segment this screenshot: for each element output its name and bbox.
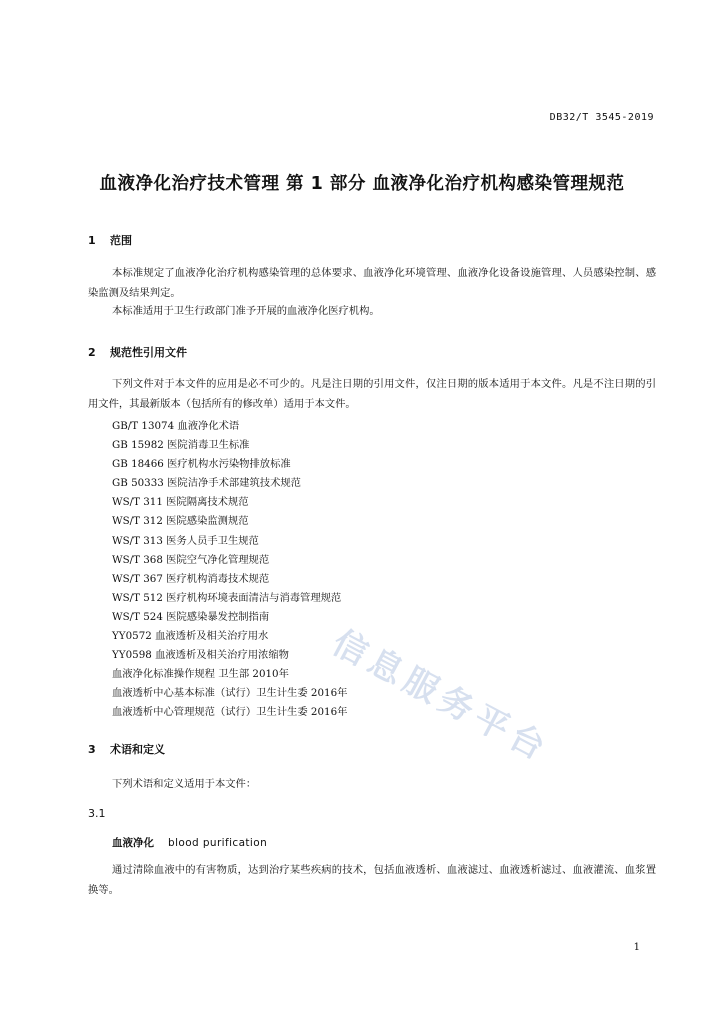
term-english: blood purification — [168, 837, 268, 849]
term-chinese: 血液净化 — [112, 837, 154, 849]
term-definition: 通过清除血液中的有害物质，达到治疗某些疾病的技术，包括血液透析、血液滤过、血液透析滤过、血液灌流、血浆置换等。 — [88, 864, 656, 896]
reference-item: 血液透析中心管理规范（试行）卫生计生委 2016年 — [112, 706, 348, 719]
section-2-title: 规范性引用文件 — [110, 346, 187, 359]
section-2-intro: 下列文件对于本文件的应用是必不可少的。凡是注日期的引用文件，仅注日期的版本适用于本文件。凡是不注日期的引用文件，其最新版本（包括所有的修改单）适用于本文件。 — [88, 378, 656, 410]
section-3-title: 术语和定义 — [110, 743, 165, 756]
document-title: 血液净化治疗技术管理 第 1 部分 血液净化治疗机构感染管理规范 — [99, 174, 625, 194]
reference-item: 血液净化标准操作规程 卫生部 2010年 — [112, 668, 289, 681]
section-2-number: 2 — [88, 346, 96, 359]
reference-item: WS/T 368 医院空气净化管理规范 — [112, 553, 270, 566]
page-number: 1 — [633, 942, 640, 953]
reference-item: WS/T 512 医疗机构环境表面清洁与消毒管理规范 — [112, 591, 342, 604]
reference-item: WS/T 312 医院感染监测规范 — [112, 515, 249, 528]
section-1-title: 范围 — [110, 234, 132, 247]
reference-item: WS/T 367 医疗机构消毒技术规范 — [112, 572, 270, 585]
section-1-heading — [88, 232, 132, 248]
section-1-paragraph-scope: 本标准规定了血液净化治疗机构感染管理的总体要求、血液净化环境管理、血液净化设备设施管理、人员感染控制、感染监测及结果判定。 — [88, 267, 656, 299]
reference-item: YY0572 血液透析及相关治疗用水 — [112, 630, 269, 643]
section-3-heading — [88, 741, 165, 757]
reference-item: GB 50333 医院洁净手术部建筑技术规范 — [112, 477, 301, 490]
term-entry — [112, 835, 267, 850]
watermark-text: 信息服务平台 — [325, 622, 557, 771]
section-2-heading — [88, 344, 187, 360]
reference-item: GB 15982 医院消毒卫生标准 — [112, 439, 250, 452]
reference-item: WS/T 313 医务人员手卫生规范 — [112, 534, 259, 547]
section-1-paragraph-applicability: 本标准适用于卫生行政部门准予开展的血液净化医疗机构。 — [112, 305, 380, 317]
section-3-number: 3 — [88, 743, 96, 756]
reference-list — [112, 417, 347, 723]
section-3-intro: 下列术语和定义适用于本文件： — [112, 778, 257, 790]
reference-item: YY0598 血液透析及相关治疗用浓缩物 — [112, 649, 289, 662]
reference-item: WS/T 311 医院隔离技术规范 — [112, 496, 249, 509]
reference-item: GB 18466 医疗机构水污染物排放标准 — [112, 458, 291, 471]
reference-item: 血液透析中心基本标准（试行）卫生计生委 2016年 — [112, 687, 348, 700]
standard-code: DB32/T 3545-2019 — [549, 112, 654, 123]
section-1-number: 1 — [88, 234, 96, 247]
reference-item: GB/T 13074 血液净化术语 — [112, 420, 240, 432]
reference-item: WS/T 524 医院感染暴发控制指南 — [112, 610, 270, 623]
term-number: 3.1 — [88, 807, 106, 820]
